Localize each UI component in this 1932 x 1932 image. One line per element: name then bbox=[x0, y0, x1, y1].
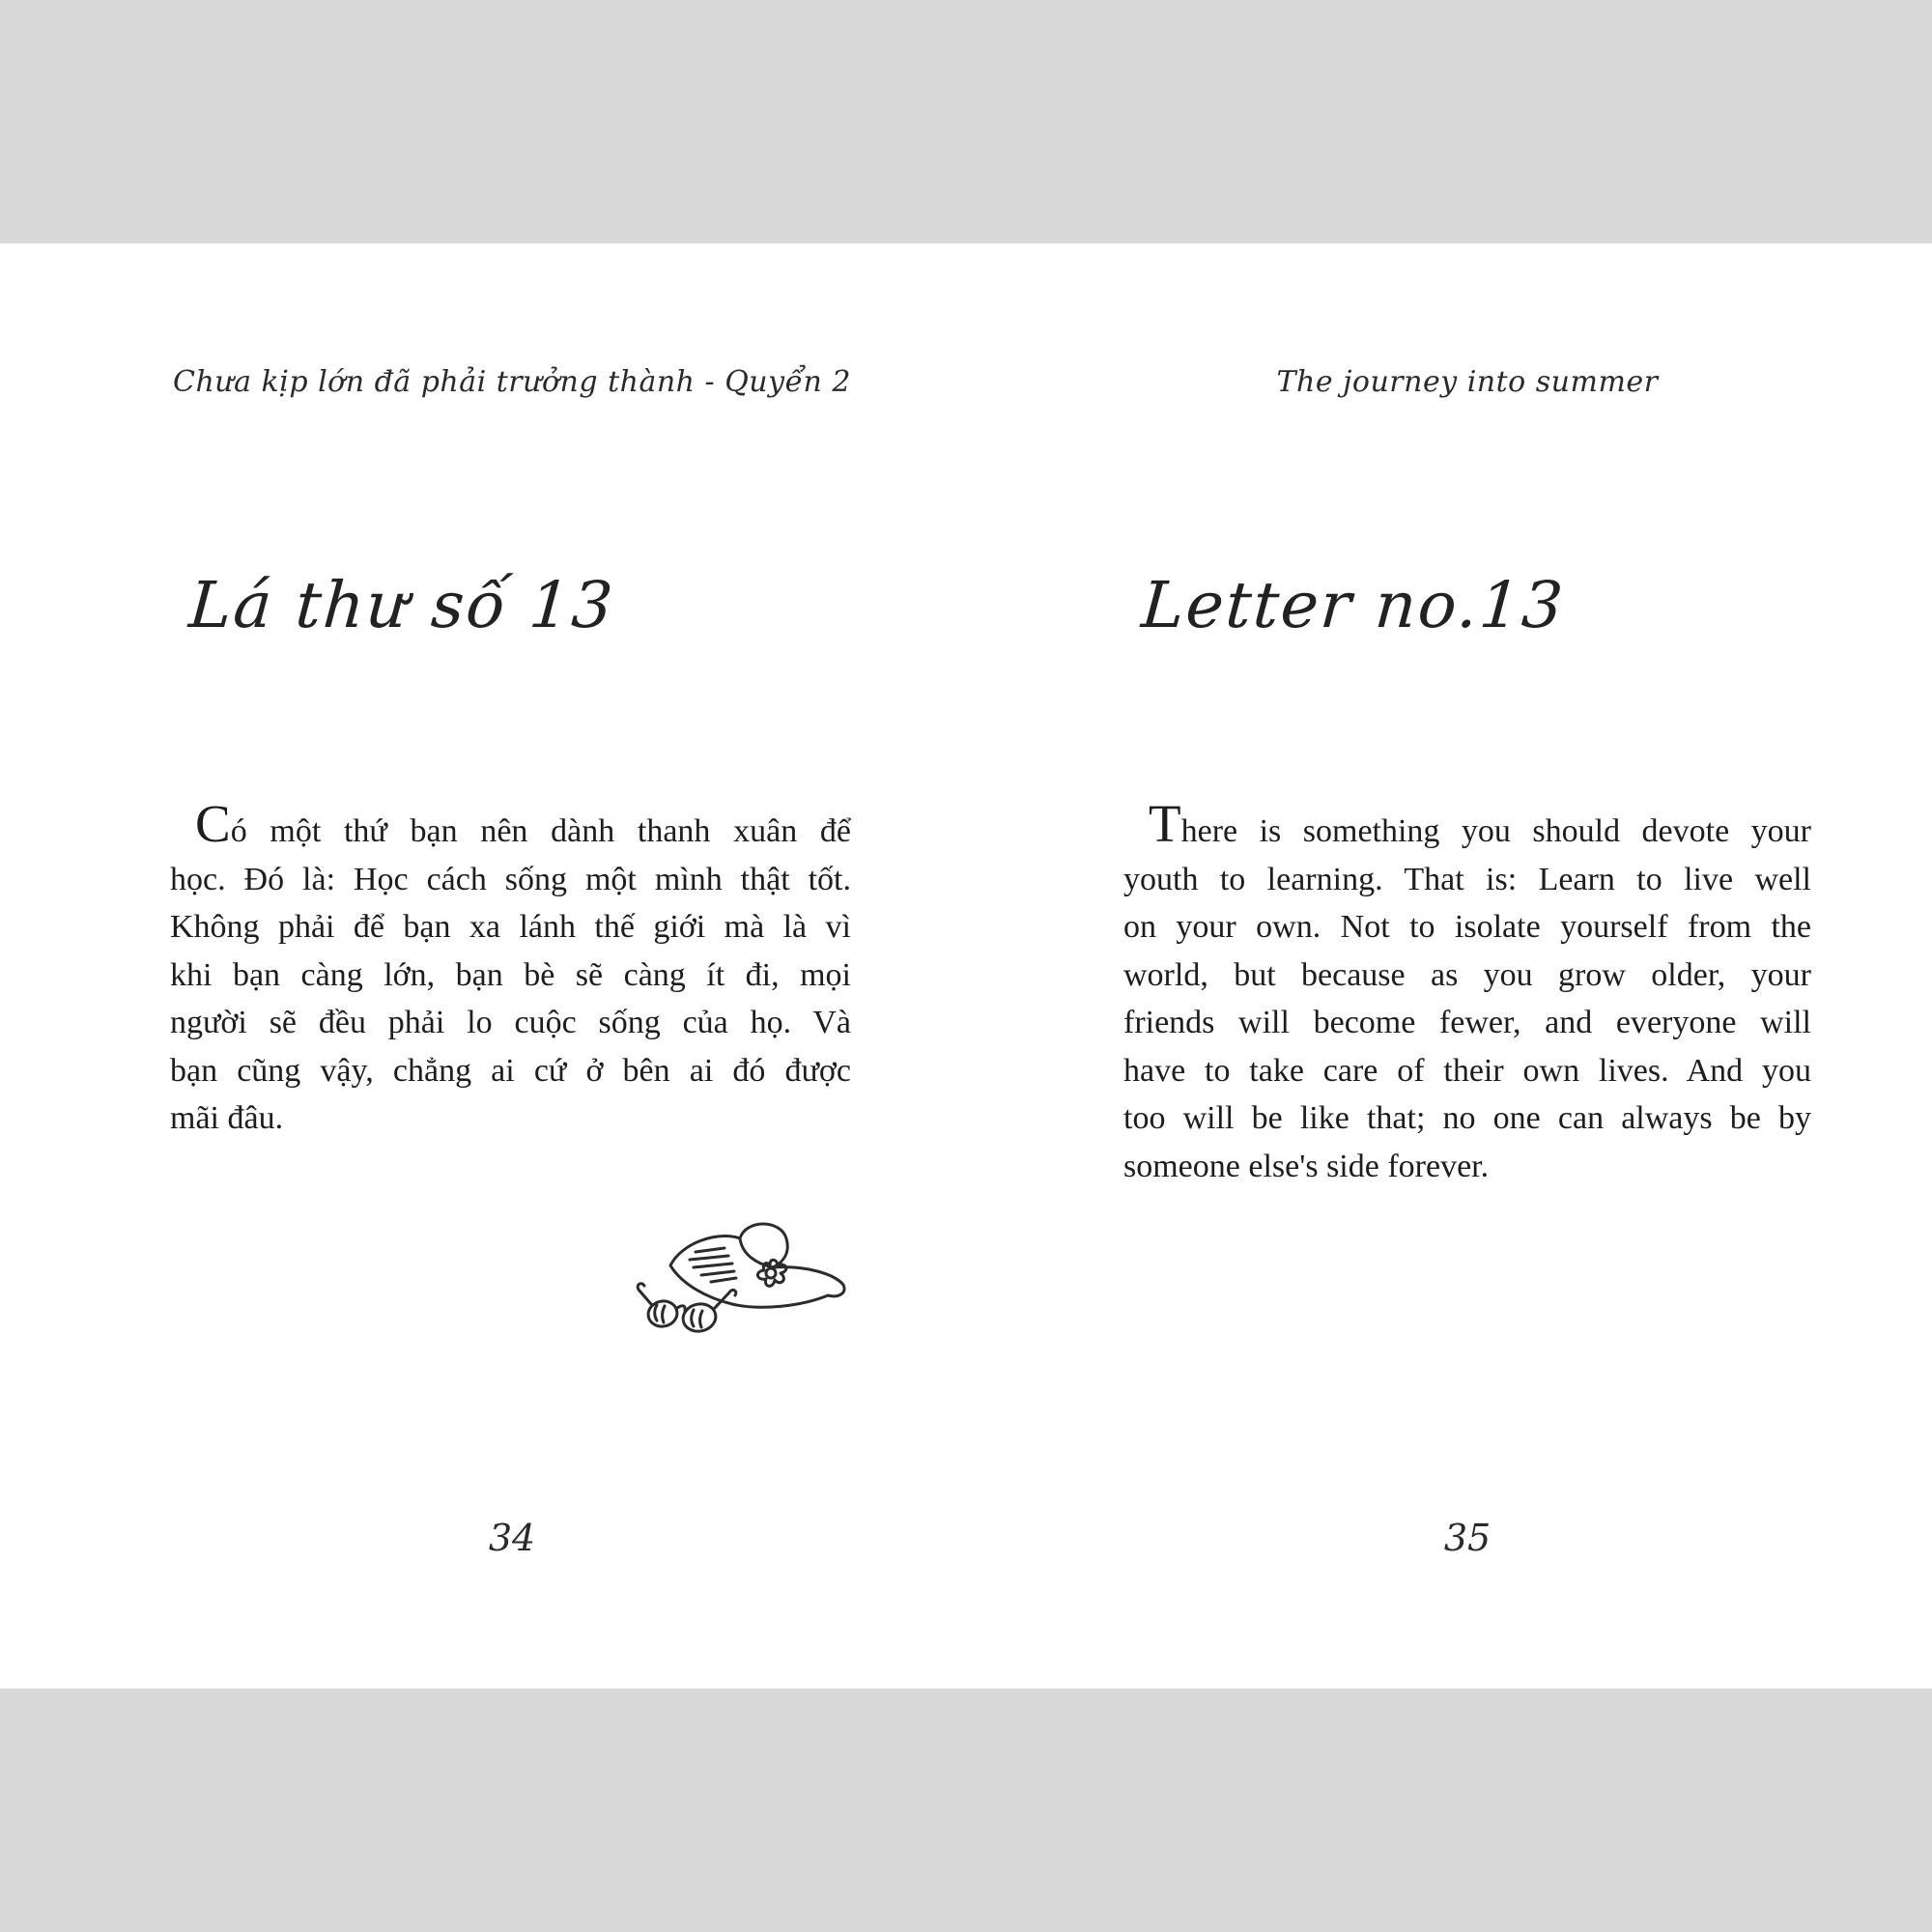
right-chapter-title: Letter no.13 bbox=[1139, 568, 1568, 642]
left-running-header: Chưa kịp lớn đã phải trưởng thành - Quyển 2 bbox=[173, 365, 851, 399]
body-text-line: bạn cũng vậy, chẳng ai cứ ở bên ai đó được bbox=[170, 1052, 851, 1089]
body-text-line: Có một thứ bạn nên dành thanh xuân để bbox=[195, 794, 851, 853]
body-text-line: Không phải để bạn xa lánh thế giới mà là vì bbox=[170, 909, 851, 945]
body-text-line: someone else's side forever. bbox=[1123, 1148, 1490, 1184]
left-page-number: 34 bbox=[488, 1517, 536, 1559]
left-body-paragraph bbox=[170, 794, 851, 1143]
left-chapter-title: Lá thư số 13 bbox=[186, 568, 617, 642]
body-text-line: học. Đó là: Học cách sống một mình thật tốt. bbox=[170, 861, 851, 897]
hat-hatching bbox=[690, 1248, 736, 1282]
flower-center bbox=[766, 1268, 776, 1278]
sunglasses-left-temple bbox=[638, 1284, 651, 1304]
body-text-line: There is something you should devote your bbox=[1149, 794, 1811, 853]
right-page-number: 35 bbox=[1443, 1517, 1492, 1559]
body-text-line: youth to learning. That is: Learn to live well bbox=[1123, 861, 1811, 897]
body-text-line: too will be like that; no one can always be by bbox=[1123, 1100, 1811, 1136]
top-gray-band bbox=[0, 0, 1932, 243]
body-text-line: world, but because as you grow older, your bbox=[1123, 956, 1811, 993]
right-running-header: The journey into summer bbox=[1276, 365, 1659, 399]
body-text-line: khi bạn càng lớn, bạn bè sẽ càng ít đi, mọi bbox=[170, 956, 851, 993]
sun-hat-and-sunglasses-illustration bbox=[626, 1215, 858, 1347]
right-body-paragraph bbox=[1123, 794, 1811, 1190]
body-text-line: have to take care of their own lives. And you bbox=[1123, 1052, 1811, 1089]
hat-outline bbox=[670, 1224, 844, 1307]
body-text-line: mãi đâu. bbox=[170, 1100, 284, 1136]
body-text-line: on your own. Not to isolate yourself from the bbox=[1123, 909, 1811, 945]
body-text-line: người sẽ đều phải lo cuộc sống của họ. Và bbox=[170, 1005, 851, 1040]
bottom-gray-band bbox=[0, 1689, 1932, 1932]
body-text-line: friends will become fewer, and everyone will bbox=[1123, 1005, 1811, 1040]
